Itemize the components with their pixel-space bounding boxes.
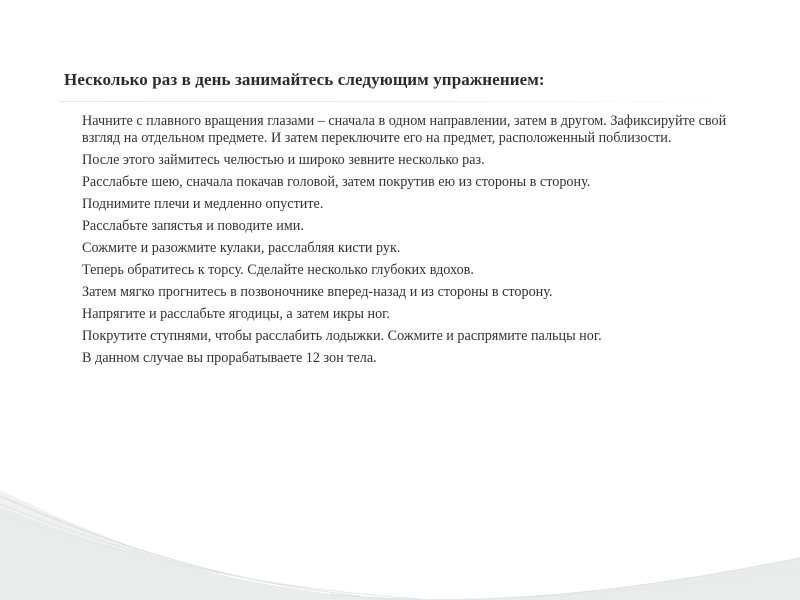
bullet-item [62, 328, 762, 345]
title-divider [60, 101, 740, 102]
bullet-item [62, 284, 762, 301]
bullet-item [62, 350, 762, 367]
bullet-text: Сожмите и разожмите кулаки, расслабляя кисти рук. [82, 239, 401, 256]
slide-title: Несколько раз в день занимайтесь следующим упражнением: [64, 70, 545, 89]
bullet-text: После этого займитесь челюстью и широко зевните несколько раз. [82, 151, 485, 168]
bullet-text: Поднимите плечи и медленно опустите. [82, 195, 324, 212]
bullet-item [62, 174, 762, 191]
bullet-item [62, 152, 762, 169]
swoosh-band-mid [0, 508, 800, 600]
bullet-item [62, 113, 762, 146]
bullet-item [62, 240, 762, 257]
bullet-text: Покрутите ступнями, чтобы расслабить лодыжки. Сожмите и распрямите пальцы ног. [82, 327, 602, 344]
bullet-item [62, 262, 762, 279]
bullet-text: Расслабьте запястья и поводите ими. [82, 217, 304, 234]
bullet-text: В данном случае вы прорабатываете 12 зон тела. [82, 349, 377, 366]
bullet-item [62, 218, 762, 235]
bullet-text: Теперь обратитесь к торсу. Сделайте несколько глубоких вдохов. [82, 261, 474, 278]
bullet-text: Затем мягко прогнитесь в позвоночнике вперед-назад и из стороны в сторону. [82, 283, 553, 300]
decorative-swoosh [0, 478, 800, 600]
bullet-text: Начните с плавного вращения глазами – сначала в одном направлении, затем в другом. Зафиксируйте свой взгляд на отдельном предмете. И затем переключите его на предмет, расположенный поблизости. [82, 113, 727, 146]
bullet-text: Напрягите и расслабьте ягодицы, а затем икры ног. [82, 305, 390, 322]
bullet-item [62, 196, 762, 213]
bullet-list [62, 113, 762, 372]
bullet-item [62, 306, 762, 323]
bullet-text: Расслабьте шею, сначала покачав головой, затем покрутив ею из стороны в сторону. [82, 173, 591, 190]
